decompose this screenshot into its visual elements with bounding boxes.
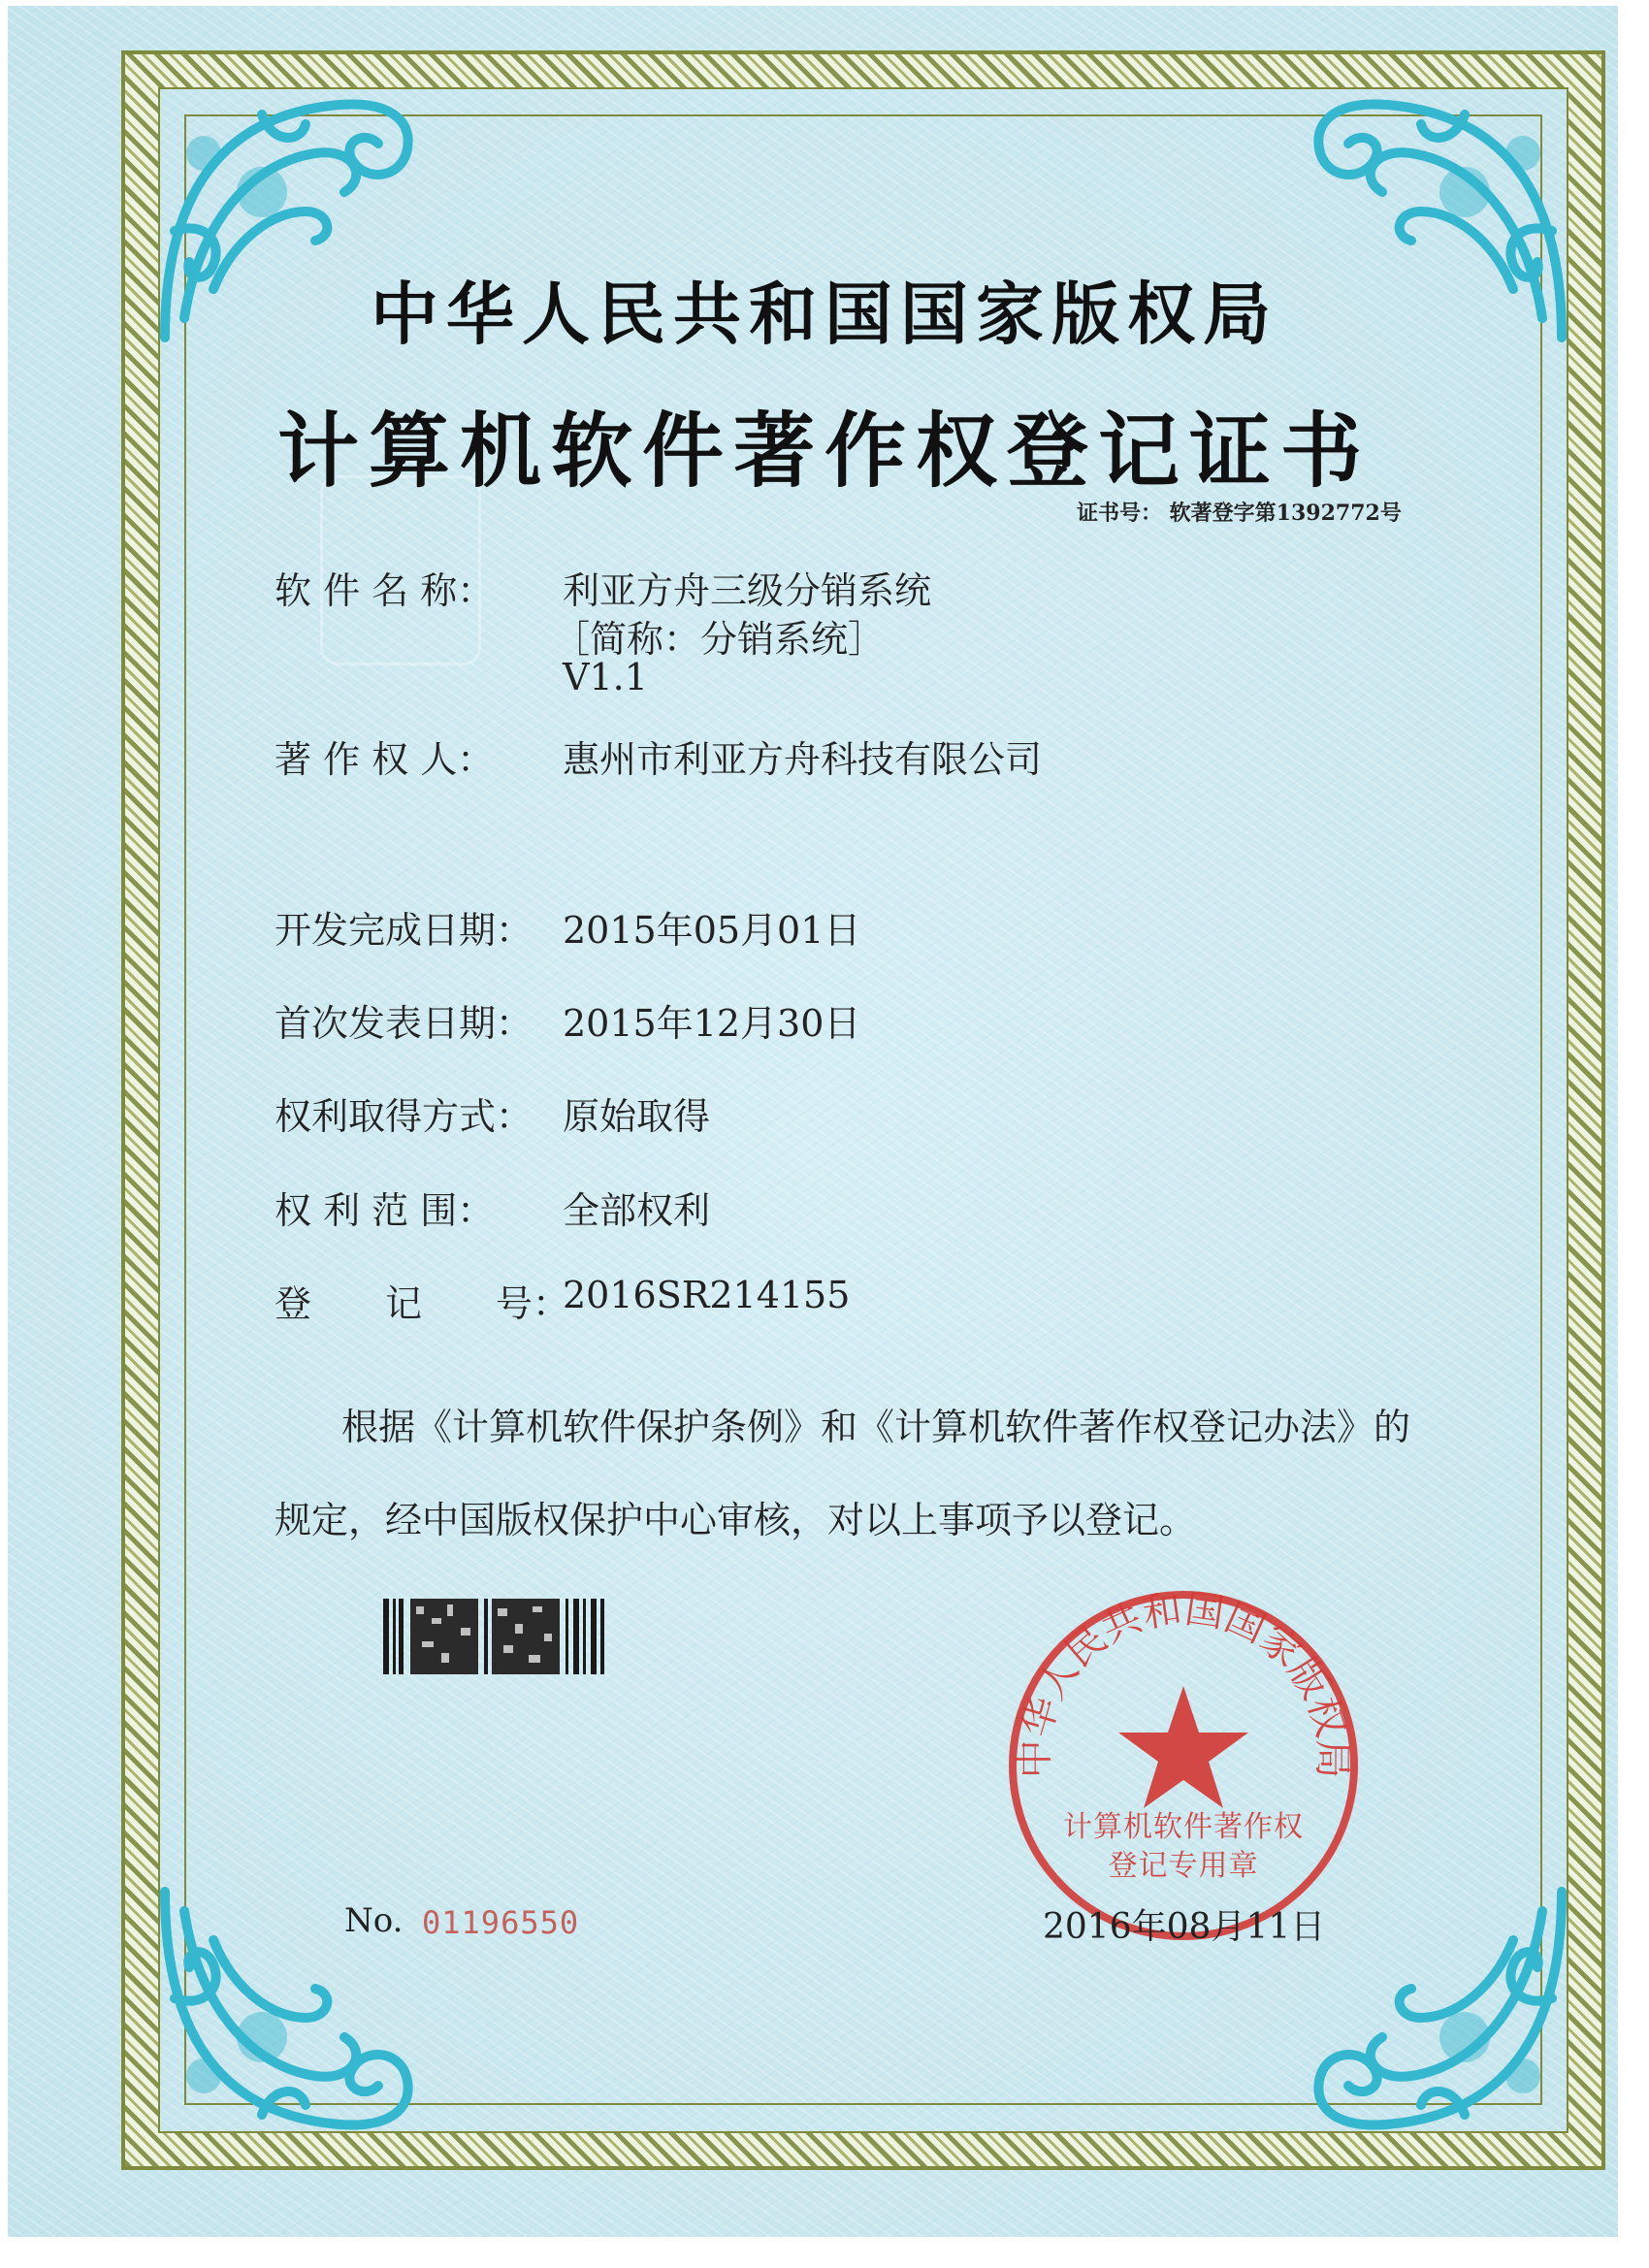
statement-line-2: 规定，经中国版权保护中心审核，对以上事项予以登记。 <box>275 1499 1197 1541</box>
publish-date-label: 首次发表日期： <box>275 1002 534 1045</box>
publish-date-value: 2015年12月30日 <box>563 1002 861 1045</box>
acquisition-label: 权利取得方式： <box>275 1095 534 1138</box>
acquisition-value: 原始取得 <box>563 1095 711 1138</box>
official-seal <box>999 1581 1368 1950</box>
scope-value: 全部权利 <box>563 1189 711 1232</box>
software-name-label: 软 件 名 称： <box>275 569 495 612</box>
issue-date: 2016年08月11日 <box>1043 1907 1326 1947</box>
statement-line-1: 根据《计算机软件保护条例》和《计算机软件著作权登记办法》的 <box>341 1406 1411 1448</box>
version-value: V1.1 <box>563 656 648 698</box>
completion-date-label: 开发完成日期： <box>275 909 534 952</box>
seal-star-icon <box>1118 1686 1248 1808</box>
issuing-authority: 中华人民共和国国家版权局 <box>371 274 1278 354</box>
serial-number: 01196550 <box>422 1904 580 1941</box>
owner-label: 著 作 权 人： <box>275 738 495 781</box>
seal-line-2: 登记专用章 <box>1108 1849 1259 1883</box>
seal-ring-text: 中华人民共和国国家版权局 <box>1012 1586 1355 1779</box>
owner-value: 惠州市利亚方舟科技有限公司 <box>563 738 1043 781</box>
barcode <box>383 1599 606 1674</box>
registration-number-label: 登 记 号： <box>275 1282 570 1325</box>
short-name-value: ［简称：分销系统］ <box>553 618 886 661</box>
scope-label: 权 利 范 围： <box>275 1189 495 1232</box>
certificate-number: 证书号： 软著登字第1392772号 <box>1077 501 1402 526</box>
serial-number-prefix: No. <box>344 1901 404 1940</box>
completion-date-value: 2015年05月01日 <box>563 909 861 952</box>
software-name-value: 利亚方舟三级分销系统 <box>563 569 932 612</box>
registration-number-value: 2016SR214155 <box>563 1274 851 1316</box>
certificate-title: 计算机软件著作权登记证书 <box>276 403 1372 499</box>
seal-line-1: 计算机软件著作权 <box>1063 1810 1304 1844</box>
